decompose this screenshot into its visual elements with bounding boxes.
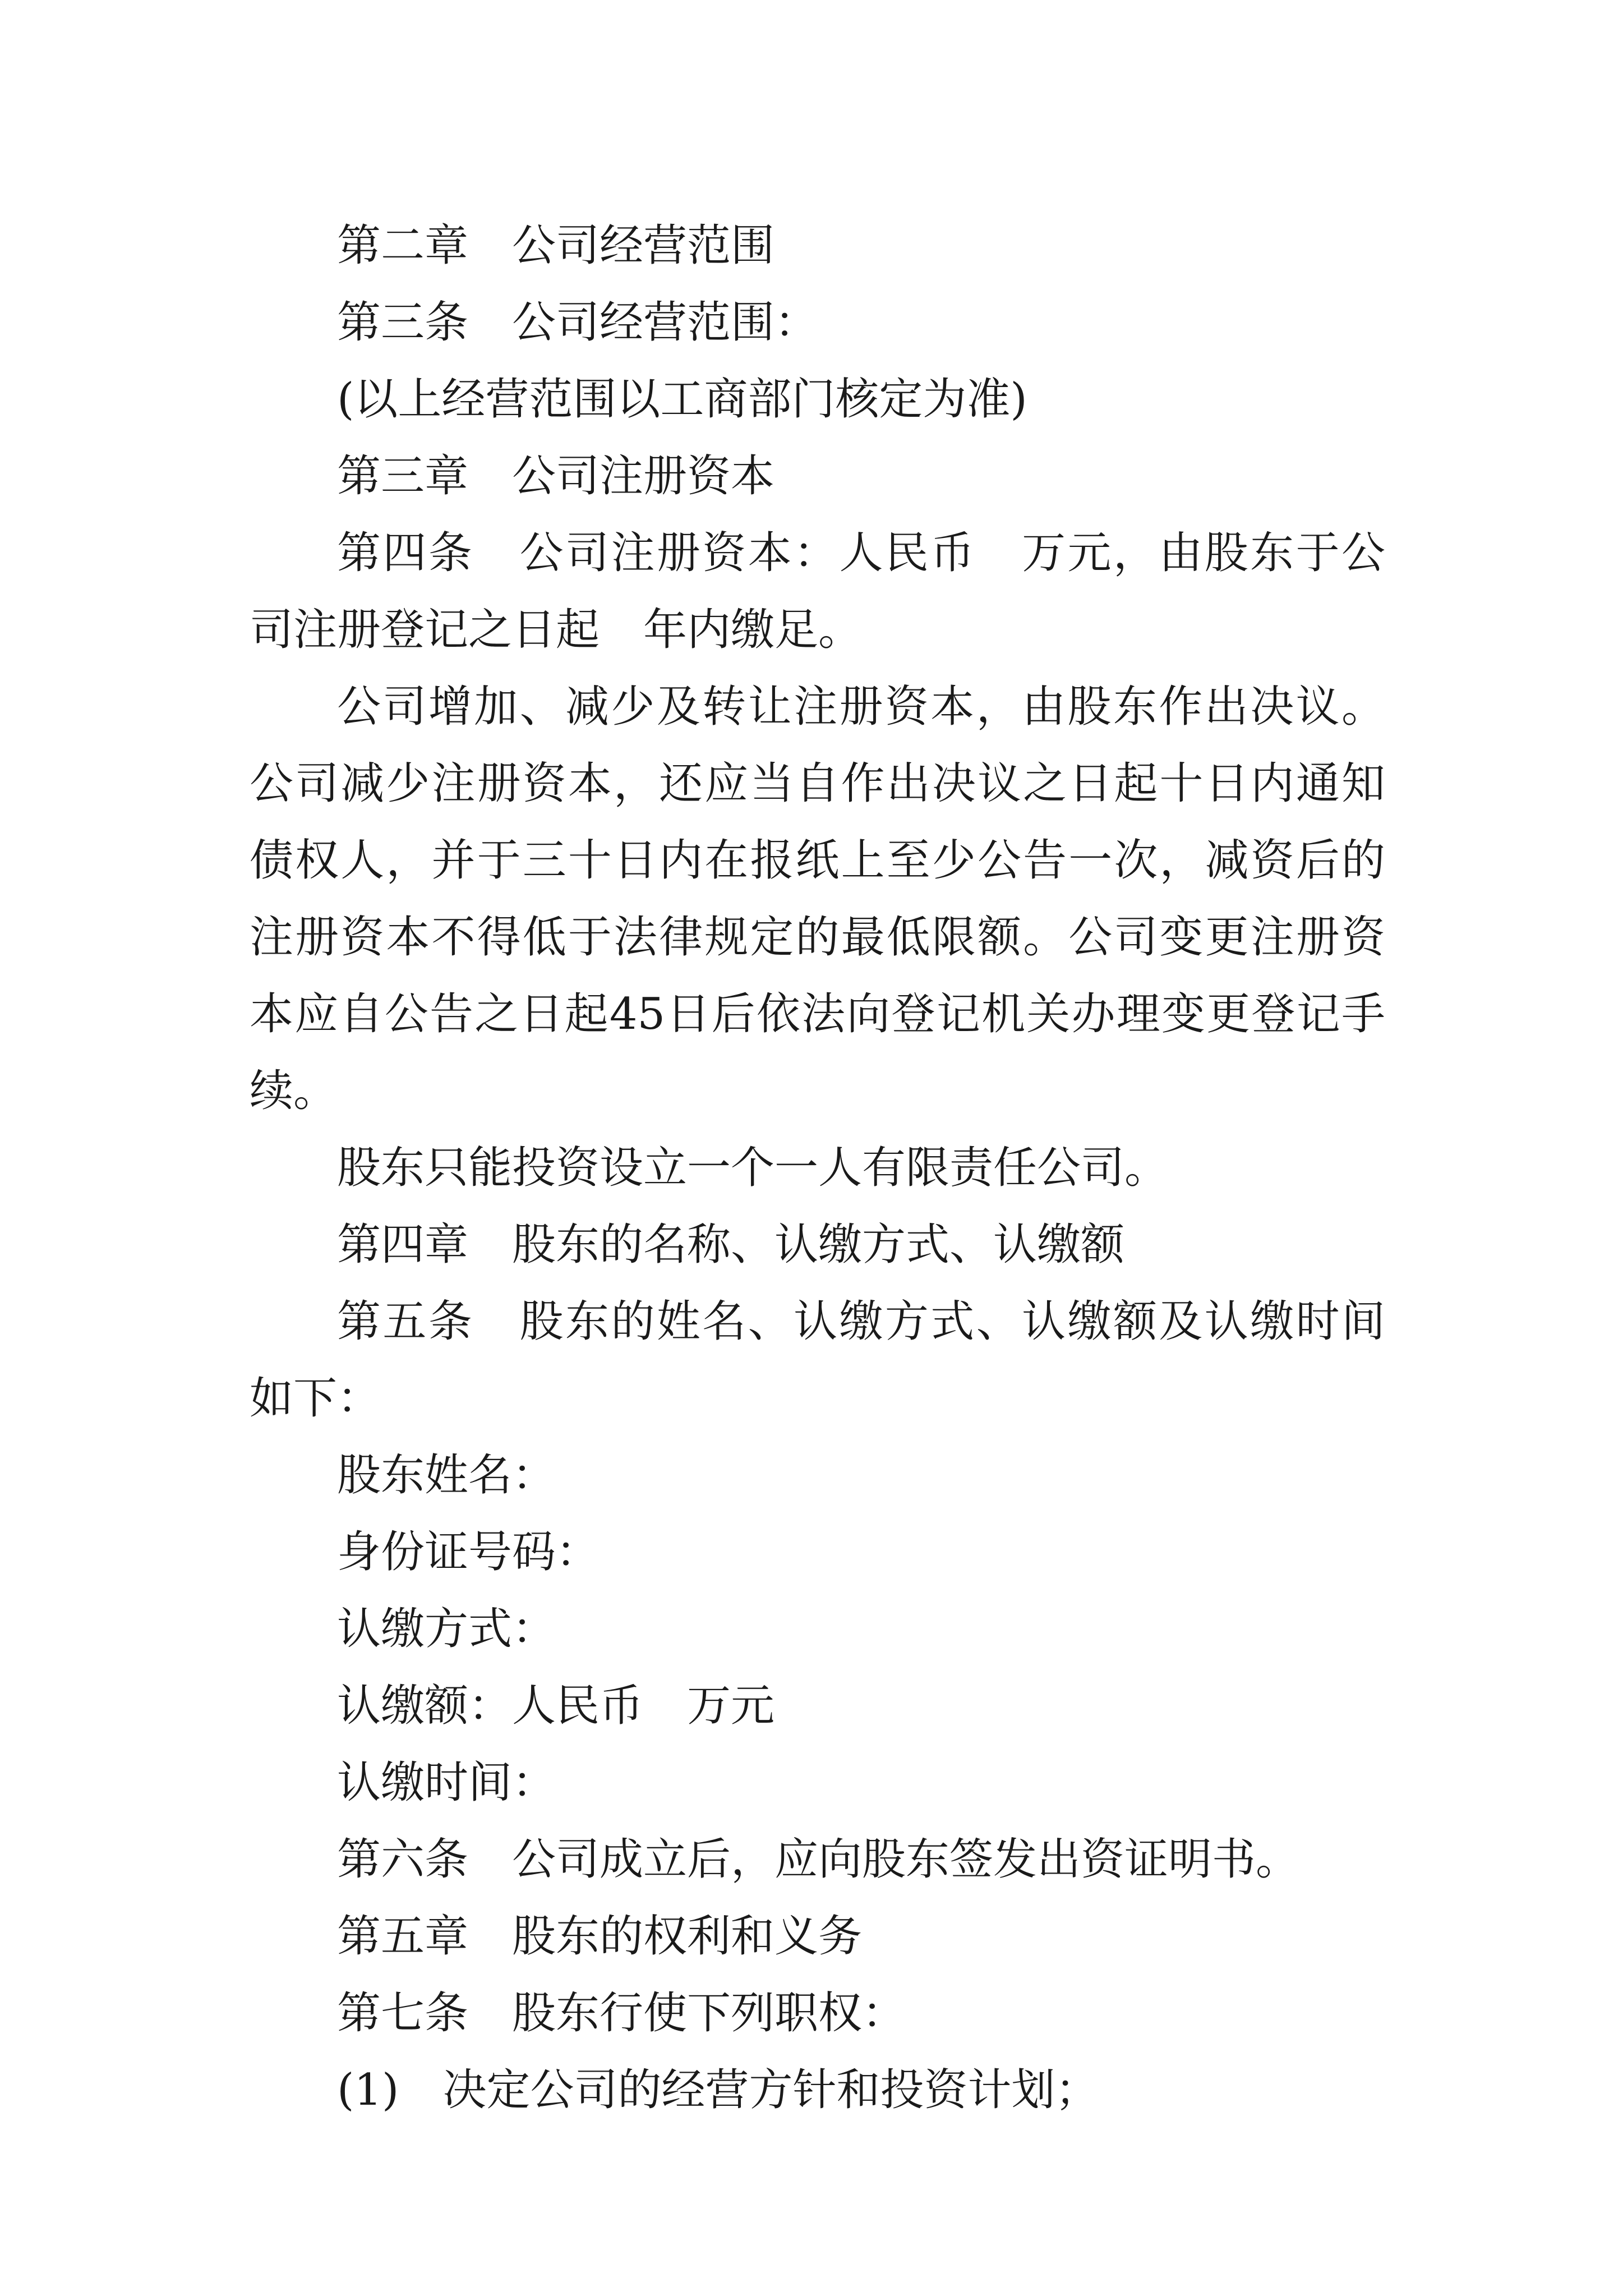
- subscription-amount-field: 认缴额：人民币 万元: [337, 1681, 775, 1731]
- article-5: 第五条 股东的姓名、认缴方式、认缴额及认缴时间如下：: [250, 1296, 1385, 1424]
- id-number-field: 身份证号码：: [337, 1527, 600, 1577]
- power-item-1: (1) 决定公司的经营方针和投资计划；: [337, 2065, 1099, 2115]
- subscription-time-field: 认缴时间：: [337, 1757, 556, 1808]
- capital-change-paragraph: 公司增加、减少及转让注册资本，由股东作出决议。公司减少注册资本，还应当自作出决议之日起十日内通知债权人，并于三十日内在报纸上至少公告一次，减资后的注册资本不得低于法律规定的最低限额。公司变更注册资本应自公告之日起45日后依法向登记机关办理变更登记手续。: [250, 682, 1385, 1116]
- chapter-5-heading: 第五章 股东的权利和义务: [337, 1911, 863, 1962]
- article-4: 第四条 公司注册资本：人民币 万元，由股东于公司注册登记之日起 年内缴足。: [250, 528, 1385, 655]
- single-company-paragraph: 股东只能投资设立一个一人有限责任公司。: [337, 1143, 1169, 1193]
- article-7: 第七条 股东行使下列职权：: [337, 1988, 906, 2039]
- article-6: 第六条 公司成立后，应向股东签发出资证明书。: [337, 1834, 1300, 1885]
- chapter-4-heading: 第四章 股东的名称、认缴方式、认缴额: [337, 1220, 1125, 1270]
- scope-note: (以上经营范围以工商部门核定为准): [337, 374, 1027, 425]
- chapter-3-heading: 第三章 公司注册资本: [337, 451, 775, 501]
- document-body: [250, 208, 1385, 2129]
- chapter-2-heading: 第二章 公司经营范围: [337, 220, 775, 271]
- shareholder-name-field: 股东姓名：: [337, 1450, 556, 1501]
- subscription-method-field: 认缴方式：: [337, 1604, 556, 1654]
- article-3: 第三条 公司经营范围：: [337, 297, 819, 348]
